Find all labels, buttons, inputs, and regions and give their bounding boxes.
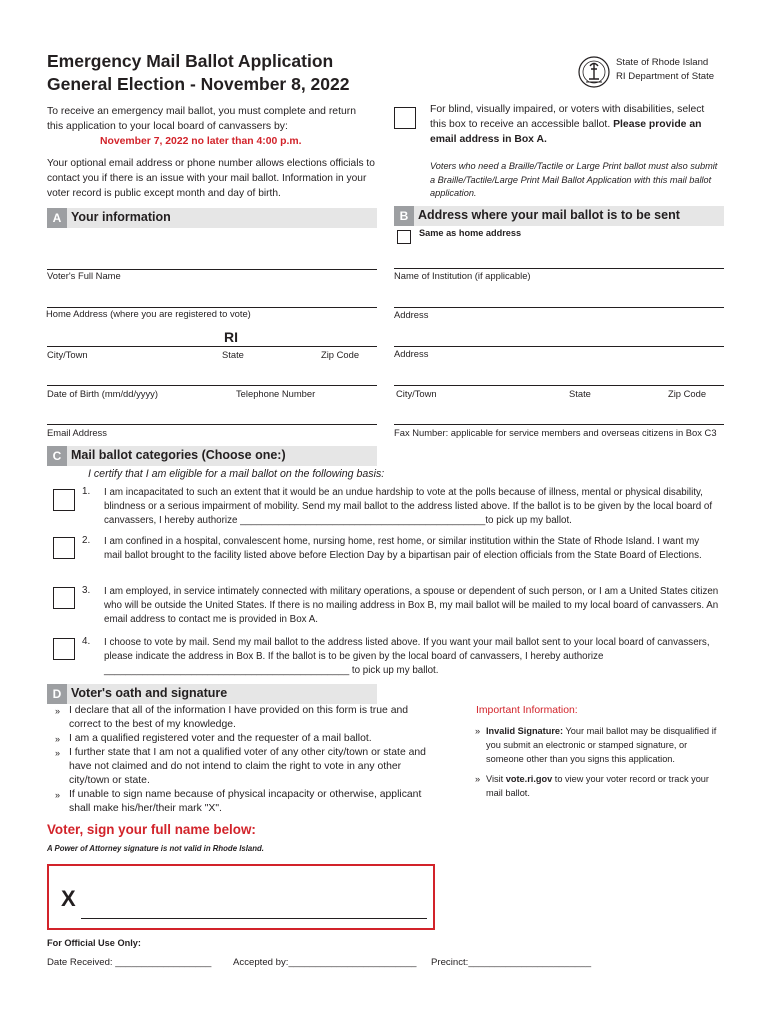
poa-note: A Power of Attorney signature is not valid in Rhode Island. — [47, 844, 264, 853]
mail-city-field[interactable] — [394, 385, 724, 386]
date-received-field: Date Received: __________________ — [47, 957, 212, 968]
important-list — [472, 724, 722, 806]
bullet-icon: » — [55, 706, 61, 716]
fax-label: Fax Number: applicable for service members and overseas citizens in Box C3 — [394, 427, 717, 438]
category-1-number: 1. — [82, 486, 91, 497]
section-a-header — [47, 208, 377, 228]
section-d-header — [47, 684, 377, 704]
fax-field[interactable] — [394, 424, 724, 425]
same-as-home-checkbox[interactable] — [397, 230, 411, 244]
oath-list — [47, 704, 437, 816]
precinct-field: Precinct:_______________________ — [431, 957, 592, 968]
bullet-icon: » — [55, 734, 61, 744]
category-2-number: 2. — [82, 535, 91, 546]
oath-item: » I declare that all of the information I have provided on this form is true and correct to the best of my knowledge. — [55, 705, 409, 730]
mail-address1-label: Address — [394, 309, 429, 320]
mail-address2-label: Address — [394, 348, 429, 359]
form-title: Emergency Mail Ballot Application — [47, 51, 334, 71]
oath-item: » I further state that I am not a qualified voter of any other city/town or state and have not claimed and do not intend to claim the right to vote in any other city/town or state. — [55, 747, 426, 786]
category-3-number: 3. — [82, 585, 91, 596]
mail-state-label: State — [569, 388, 591, 399]
section-c-title: Mail ballot categories (Choose one:) — [71, 448, 286, 462]
section-b-title: Address where your mail ballot is to be sent — [418, 208, 680, 222]
section-c-letter: C — [47, 446, 67, 466]
section-b-letter: B — [394, 206, 414, 226]
accessible-email-note: Please provide an email address in Box A. — [430, 119, 702, 145]
category-3-checkbox[interactable] — [53, 587, 75, 609]
ri-seal-icon — [577, 55, 611, 89]
important-title: Important Information: — [476, 705, 578, 716]
email-label: Email Address — [47, 427, 107, 438]
state-label: State — [222, 349, 244, 360]
dob-label: Date of Birth (mm/dd/yyyy) — [47, 388, 158, 399]
section-a-title: Your information — [71, 210, 171, 224]
institution-field[interactable] — [394, 268, 724, 269]
email-field[interactable] — [47, 424, 377, 425]
state-name: State of Rhode Island — [616, 57, 709, 68]
category-1-checkbox[interactable] — [53, 489, 75, 511]
signature-x-mark: X — [61, 886, 76, 911]
dob-phone-field[interactable] — [47, 385, 377, 386]
bullet-icon: » — [55, 790, 61, 800]
oath-item: » I am a qualified registered voter and the requester of a mail ballot. — [55, 733, 372, 744]
category-1-text: I am incapacitated to such an extent that it would be an undue hardship to vote at the polls because of illness, mental or physical disability, blindness or a serious impairment of mobility. Send my mail ballot to the address listed above. If the ballot is to be given by the local board of canvassers, I hereby authorize _____________________________________________to pick up my ballot. — [104, 487, 713, 526]
bullet-icon: » — [475, 774, 481, 784]
optional-info-text: Your optional email address or phone number allows elections officials to contact you if there is an issue with your mail ballot. Information in your voter record is public except month and day of birth. — [47, 158, 375, 199]
deadline-text: November 7, 2022 no later than 4:00 p.m. — [100, 136, 302, 147]
bullet-icon: » — [55, 748, 61, 758]
same-as-home-label: Same as home address — [419, 228, 522, 238]
important-item-visit: » Visit vote.ri.gov to view your voter record or track your mail ballot. — [475, 774, 709, 798]
oath-item: » If unable to sign name because of physical incapacity or otherwise, applicant shall make his/her/their mark "X". — [55, 789, 422, 814]
section-d-title: Voter's oath and signature — [71, 686, 228, 700]
accessible-text — [430, 102, 720, 147]
category-2-checkbox[interactable] — [53, 537, 75, 559]
intro-text: To receive an emergency mail ballot, you must complete and return this application to your local board of canvassers by: — [47, 106, 356, 132]
category-4-number: 4. — [82, 636, 91, 647]
accessible-ballot-checkbox[interactable] — [394, 107, 416, 129]
section-d-letter: D — [47, 684, 67, 704]
form-subtitle: General Election - November 8, 2022 — [47, 74, 350, 94]
sign-heading: Voter, sign your full name below: — [47, 822, 256, 837]
state-value: RI — [224, 329, 238, 345]
mail-address2-field[interactable] — [394, 346, 724, 347]
accepted-by-field: Accepted by:________________________ — [233, 957, 417, 968]
home-address-label: Home Address (where you are registered to vote) — [46, 308, 251, 319]
mail-zip-label: Zip Code — [668, 388, 707, 399]
section-a-letter: A — [47, 208, 67, 228]
braille-note: Voters who need a Braille/Tactile or Large Print ballot must also submit a Braille/Tactile/Large Print Mail Ballot Application with this mail ballot application. — [430, 161, 718, 198]
category-2-text: I am confined in a hospital, convalescent home, nursing home, rest home, or similar institution within the State of Rhode Island. I want my mail ballot brought to the facility listed above before Election Day by a bipartisan pair of election officials from the State Board of Elections. — [104, 536, 702, 561]
city-label: City/Town — [47, 349, 88, 360]
accessible-description: For blind, visually impaired, or voters with disabilities, select this box to receive an accessible ballot. — [430, 104, 705, 130]
section-b-header — [394, 206, 724, 226]
phone-label: Telephone Number — [236, 388, 316, 399]
official-use-heading: For Official Use Only: — [47, 938, 141, 948]
institution-label: Name of Institution (if applicable) — [394, 270, 531, 281]
mail-city-label: City/Town — [396, 388, 437, 399]
category-4-text: I choose to vote by mail. Send my mail ballot to the address listed above. If you want your mail ballot sent to your local board of canvassers, please indicate the address in Box B. If the ballot is to be given by the local board of canvassers, I hereby authorize _____________________________________________ to pick up my ballot. — [104, 637, 710, 676]
certify-text: I certify that I am eligible for a mail ballot on the following basis: — [88, 468, 385, 480]
important-item-signature: » Invalid Signature: Your mail ballot may be disqualified if you submit an electronic or stamped signature, or someone other than you signs this application. — [475, 726, 717, 764]
section-c-header — [47, 446, 377, 466]
signature-box[interactable] — [47, 864, 435, 930]
category-3-text: I am employed, in service intimately connected with military operations, a spouse or dependent of such person, or I am a United States citizen who will be outside the United States. If there is no mailing address in Box B, my mail ballot will be mailed to my local board of canvassers. An email address to contact me is provided in Box A. — [104, 586, 719, 625]
signature-line — [81, 918, 427, 919]
department-name: RI Department of State — [616, 71, 715, 82]
city-state-zip-field[interactable] — [47, 346, 377, 347]
zip-label: Zip Code — [321, 349, 360, 360]
full-name-label: Voter's Full Name — [47, 270, 121, 281]
mail-address1-field[interactable] — [394, 307, 724, 308]
category-4-checkbox[interactable] — [53, 638, 75, 660]
bullet-icon: » — [475, 726, 481, 736]
